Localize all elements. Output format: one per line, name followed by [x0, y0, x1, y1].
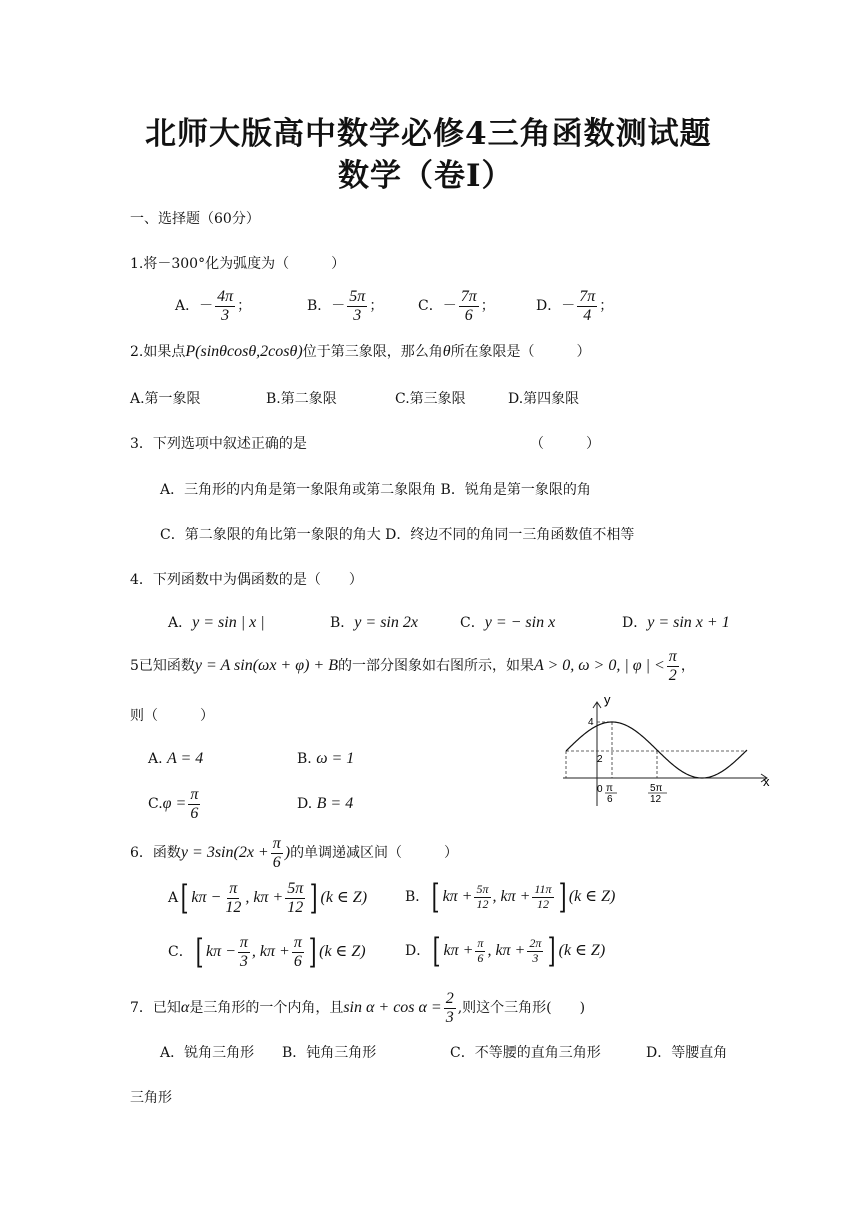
q1-b-end: ； — [369, 298, 384, 315]
q1-b-num: 5π — [349, 288, 366, 305]
q6-c-left: kπ − — [205, 943, 236, 961]
q6-option-a — [168, 878, 368, 919]
q5-d-expr: B = 4 — [316, 795, 354, 812]
section-heading: 一、选择题（60分） — [130, 211, 260, 227]
q6-c-rbracket: ] — [308, 932, 317, 973]
q7-post: ,则这个三角形( ) — [457, 1000, 586, 1017]
q7-pre: 7．已知 — [130, 1000, 181, 1017]
q6-b-mid: , kπ + — [492, 888, 531, 905]
q4-d-label: D． — [622, 615, 648, 631]
q6-a-lbracket: [ — [180, 878, 189, 919]
q6-a-mid: , kπ + — [245, 889, 284, 907]
q1-c-den: 6 — [464, 306, 473, 324]
q6-d-mid: , kπ + — [487, 942, 526, 959]
q2-point: P(sinθcosθ,2cosθ) — [185, 343, 303, 360]
q1-stem: 1.将－300°化为弧度为（ ） — [130, 256, 346, 272]
q1-option-a — [175, 288, 251, 324]
q6-a-left: kπ − — [191, 889, 222, 907]
q7-mid: 是三角形的一个内角，且 — [189, 1000, 344, 1017]
graph-x1-num: π — [606, 783, 613, 794]
q1-d-den: 4 — [583, 306, 592, 324]
q7-option-c: C．不等腰的直角三角形 — [450, 1045, 601, 1061]
q1-d-end: ； — [599, 298, 614, 315]
q6-b-lbracket: [ — [431, 877, 440, 917]
q6-b-d2: 12 — [536, 896, 549, 911]
q7-option-a: A．锐角三角形 — [160, 1045, 255, 1061]
q5-mid: 的一部分图象如右图所示，如果 — [337, 658, 534, 675]
q2-pre: 2.如果点 — [130, 344, 186, 360]
graph-x-label: x — [763, 774, 770, 789]
q6-post: 的单调递减区间（ ） — [290, 845, 459, 862]
q2-option-a: A.第一象限 — [130, 391, 201, 407]
q5-c-expr: φ = — [162, 795, 187, 813]
q1-c-num: 7π — [460, 288, 477, 305]
q6-func-den: 6 — [272, 853, 281, 871]
q5-option-b — [297, 750, 354, 768]
q4-option-c — [460, 612, 555, 632]
q6-option-d — [405, 931, 606, 971]
q6-c-lbracket: [ — [195, 932, 204, 973]
q6-d-rbracket: ] — [548, 931, 556, 971]
q4-option-a — [168, 612, 265, 632]
q6-b-left: kπ + — [442, 888, 473, 905]
q4-c-expr: y = − sin x — [484, 614, 556, 631]
q5-d-label: D. — [297, 796, 313, 812]
q4-option-d — [622, 612, 730, 632]
q3-paren: （ ） — [530, 436, 600, 452]
q5-cond-den: 2 — [668, 666, 677, 684]
q6-pre: 6．函数 — [130, 845, 181, 862]
q6-option-b — [405, 877, 616, 917]
q6-b-n2: 11π — [534, 882, 552, 897]
q6-d-left: kπ + — [443, 942, 474, 959]
graph-y-label: y — [604, 692, 611, 707]
q1-a-end: ； — [237, 298, 252, 315]
q6-d-n1: π — [477, 936, 484, 951]
page-title: 北师大版高中数学必修4三角函数测试题 — [145, 116, 712, 152]
q2-option-b: B.第二象限 — [266, 391, 337, 407]
sine-graph — [555, 688, 780, 813]
q5-cond-end: ， — [680, 658, 695, 675]
q4-stem: 4．下列函数中为偶函数的是（ ） — [130, 572, 363, 588]
q1-d-label: D．－ — [536, 298, 576, 315]
q5-b-expr: ω = 1 — [316, 750, 355, 767]
q5-cond: A > 0, ω > 0, | φ | < — [533, 657, 665, 675]
q5-stem — [130, 648, 695, 684]
q6-c-d1: 3 — [239, 952, 248, 970]
q6-c-n2: π — [293, 934, 302, 951]
q1-a-den: 3 — [221, 306, 230, 324]
q6-d-d1: 6 — [477, 950, 484, 965]
q6-stem — [130, 835, 458, 871]
q6-d-lbracket: [ — [432, 931, 441, 971]
q2-option-c: C.第三象限 — [395, 391, 466, 407]
q7-expr: sin α + cos α = — [343, 999, 442, 1017]
q6-c-mid: , kπ + — [251, 943, 290, 961]
q7-alpha: α — [180, 999, 190, 1017]
q5-option-a — [148, 750, 203, 768]
q1-option-d — [536, 288, 613, 324]
q6-option-c — [168, 932, 366, 973]
q6-d-n2: 2π — [529, 936, 542, 951]
q1-option-c — [418, 288, 495, 324]
q6-b-label: B． — [405, 889, 430, 905]
q5-c-num: π — [190, 786, 199, 803]
q6-b-d1: 12 — [476, 896, 489, 911]
q5-c-den: 6 — [190, 804, 199, 822]
q6-c-n1: π — [239, 934, 248, 951]
q6-a-kz: (k ∈ Z) — [320, 889, 368, 907]
q1-a-label: A．－ — [175, 298, 214, 315]
q5-pre: 5已知函数 — [130, 658, 195, 675]
q7-option-d: D．等腰直角 — [646, 1045, 728, 1061]
q3-line2: C．第二象限的角比第一象限的角大 D．终边不同的角同一三角函数值不相等 — [160, 527, 635, 543]
graph-tick-2: 2 — [597, 754, 603, 765]
q6-a-n2: 5π — [287, 880, 304, 897]
q6-a-label: A — [168, 890, 179, 907]
q5-a-expr: A = 4 — [167, 750, 204, 767]
q6-d-d2: 3 — [532, 950, 539, 965]
q7-stem — [130, 990, 585, 1026]
q1-c-label: C．－ — [418, 298, 457, 315]
graph-x1-den: 6 — [607, 794, 613, 805]
q7-option-b: B．钝角三角形 — [282, 1045, 377, 1061]
q6-func-num: π — [272, 835, 281, 852]
q4-c-label: C． — [460, 615, 485, 631]
graph-x2-den: 12 — [650, 794, 662, 805]
q5-c-label: C. — [148, 796, 163, 813]
q6-b-n1: 5π — [476, 882, 489, 897]
q5-a-label: A. — [148, 751, 163, 767]
q2-theta: θ — [442, 343, 451, 360]
q2-stem — [130, 341, 591, 361]
q7-den: 3 — [445, 1008, 454, 1026]
q2-post: 所在象限是（ ） — [450, 344, 591, 360]
q6-c-d2: 6 — [293, 952, 302, 970]
q5-cond-num: π — [668, 648, 677, 665]
q6-d-kz: (k ∈ Z) — [558, 942, 606, 959]
q2-option-d: D.第四象限 — [508, 391, 580, 407]
q6-d-label: D． — [405, 943, 431, 959]
q4-option-b — [330, 612, 418, 632]
q6-func: y = 3sin(2x + — [180, 844, 269, 862]
graph-origin: 0 — [597, 784, 603, 795]
q6-c-label: C． — [168, 944, 193, 961]
q4-b-expr: y = sin 2x — [354, 614, 418, 631]
q6-a-rbracket: ] — [309, 878, 318, 919]
q6-a-n1: π — [229, 880, 238, 897]
q6-b-rbracket: ] — [558, 877, 567, 917]
q7-option-d-cont: 三角形 — [130, 1090, 172, 1106]
q4-a-label: A． — [168, 615, 193, 631]
q4-d-expr: y = sin x + 1 — [647, 614, 730, 631]
q5-option-c — [148, 786, 202, 822]
q3-line1: A．三角形的内角是第一象限角或第二象限角 B．锐角是第一象限的角 — [160, 482, 591, 498]
graph-x2-num: 5π — [650, 783, 663, 794]
q6-c-kz: (k ∈ Z) — [319, 943, 366, 961]
q5-then: 则（ ） — [130, 708, 214, 724]
q2-mid: 位于第三象限，那么角 — [302, 344, 443, 360]
q6-a-d1: 12 — [225, 898, 242, 916]
q7-num: 2 — [445, 990, 454, 1007]
q1-c-end: ； — [480, 298, 495, 315]
q4-b-label: B． — [330, 615, 355, 631]
q1-b-label: B．－ — [307, 298, 346, 315]
q5-option-d — [297, 795, 353, 813]
q1-option-b — [307, 288, 383, 324]
page-subtitle: 数学（卷Ⅰ） — [338, 158, 514, 194]
graph-tick-4: 4 — [588, 717, 594, 728]
q6-a-d2: 12 — [287, 898, 304, 916]
q6-func-end: ) — [284, 844, 291, 862]
q4-a-expr: y = sin | x | — [192, 614, 265, 631]
q3-stem: 3．下列选项中叙述正确的是 — [130, 436, 307, 452]
q1-b-den: 3 — [353, 306, 362, 324]
q5-b-label: B. — [297, 751, 312, 767]
q6-b-kz: (k ∈ Z) — [568, 888, 616, 905]
graph-sine-curve — [566, 722, 747, 778]
q1-a-num: 4π — [217, 288, 234, 305]
q5-func: y = A sin(ωx + φ) + B — [194, 657, 338, 675]
q1-d-num: 7π — [579, 288, 596, 305]
